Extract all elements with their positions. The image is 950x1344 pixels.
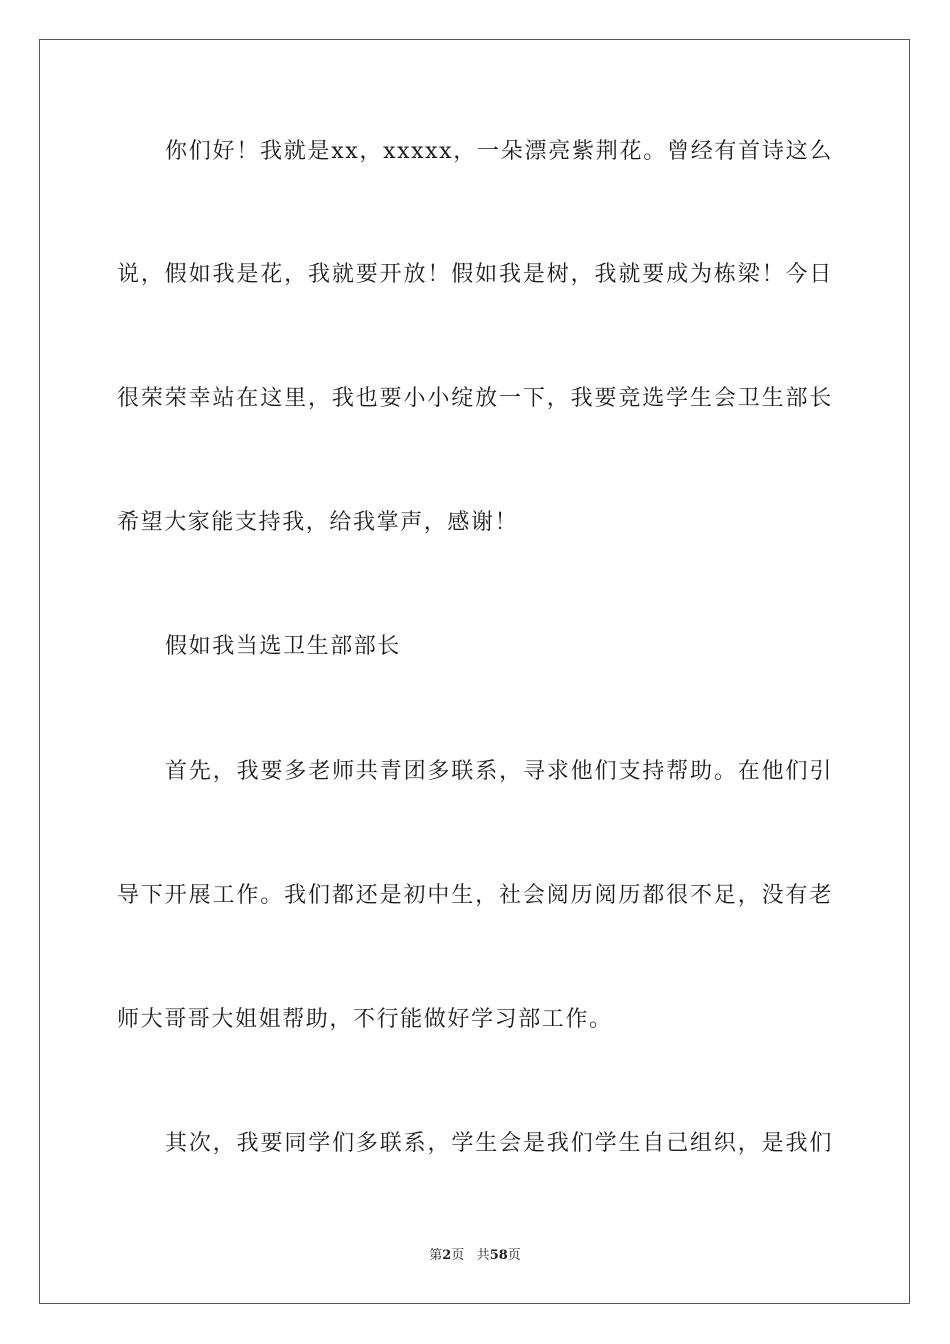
body-text-line: 你们好！我就是xx，xxxxx，一朵漂亮紫荆花。曾经有首诗这么	[165, 139, 833, 164]
body-text-line: 假如我当选卫生部部长	[165, 634, 402, 659]
total-pages: 58	[489, 1248, 508, 1263]
page-prefix: 第	[429, 1248, 443, 1263]
page-number: 2	[442, 1248, 452, 1263]
body-text-line: 导下开展工作。我们都还是初中生，社会阅历阅历都很不足，没有老	[117, 883, 833, 908]
body-text-line: 首先，我要多老师共青团多联系，寻求他们支持帮助。在他们引	[165, 759, 833, 784]
page-border	[39, 39, 910, 1304]
body-text-line: 其次，我要同学们多联系，学生会是我们学生自己组织，是我们	[165, 1131, 833, 1156]
body-text-line: 希望大家能支持我，给我掌声，感谢！	[117, 510, 519, 535]
total-suffix: 页	[507, 1248, 521, 1263]
page-footer	[0, 1247, 950, 1265]
body-text-line: 很荣荣幸站在这里，我也要小小绽放一下，我要竞选学生会卫生部长	[117, 386, 833, 411]
page-suffix: 页	[451, 1248, 465, 1263]
body-text-line: 师大哥哥大姐姐帮助，不行能做好学习部工作。	[117, 1007, 613, 1032]
body-text-line: 说，假如我是花，我就要开放！假如我是树，我就要成为栋梁！今日	[117, 262, 833, 287]
total-prefix: 共	[476, 1248, 490, 1263]
